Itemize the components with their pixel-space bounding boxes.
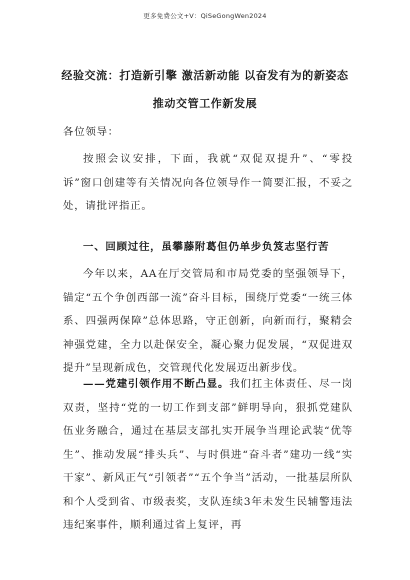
page-header: 更多免费公文+V：QiSeGongWen2024 xyxy=(143,12,267,20)
paragraph-intro: 按照会议安排，下面，我就“双促双提升”、“零投诉”窗口创建等有关情况向各位领导作一简要汇报，不妥之处，请批评指正。 xyxy=(63,153,353,212)
paragraph-party-building xyxy=(63,373,353,538)
paragraph-body: 我们扛主体责任、尽一岗双责，坚持“党的一切工作到支部”鲜明导向，狠抓党建队伍业务融合，通过在基层支部扎实开展争当理论武装“优等生”、推动发展“排头兵”、与时俱进“奋斗者”建功一线“实干家”、新风正气“引领者”“五个争当”活动，一批基层所队和个人受到省、市级表奖，支队连续3年未发生民辅警违法违纪案事件，顺利通过省上复评，再 xyxy=(63,378,353,531)
paragraph-overview: 今年以来，AA在厅交管局和市局党委的坚强领导下，锚定“五个争创西部一流”奋斗目标，围绕厅党委“一统三体系、四强两保障”总体思路，守正创新，向新而行，聚精会神强党建，全力以赴保安全，凝心聚力促发展，“双促进双提升”呈现新成色，交管现代化发展迈出新步伐。 xyxy=(63,268,353,374)
paragraph-lead-phrase: ——党建引领作用不断凸显。 xyxy=(83,378,230,390)
section-heading-1: 一、回顾过往，虽攀藤附葛但仍单步负笈志坚行苦 xyxy=(83,241,330,253)
document-title-line-2: 推动交管工作新发展 xyxy=(152,97,258,110)
document-title-line-1: 经验交流：打造新引擎 激活新动能 以奋发有为的新姿态 xyxy=(61,69,349,82)
greeting: 各位领导： xyxy=(63,126,119,138)
